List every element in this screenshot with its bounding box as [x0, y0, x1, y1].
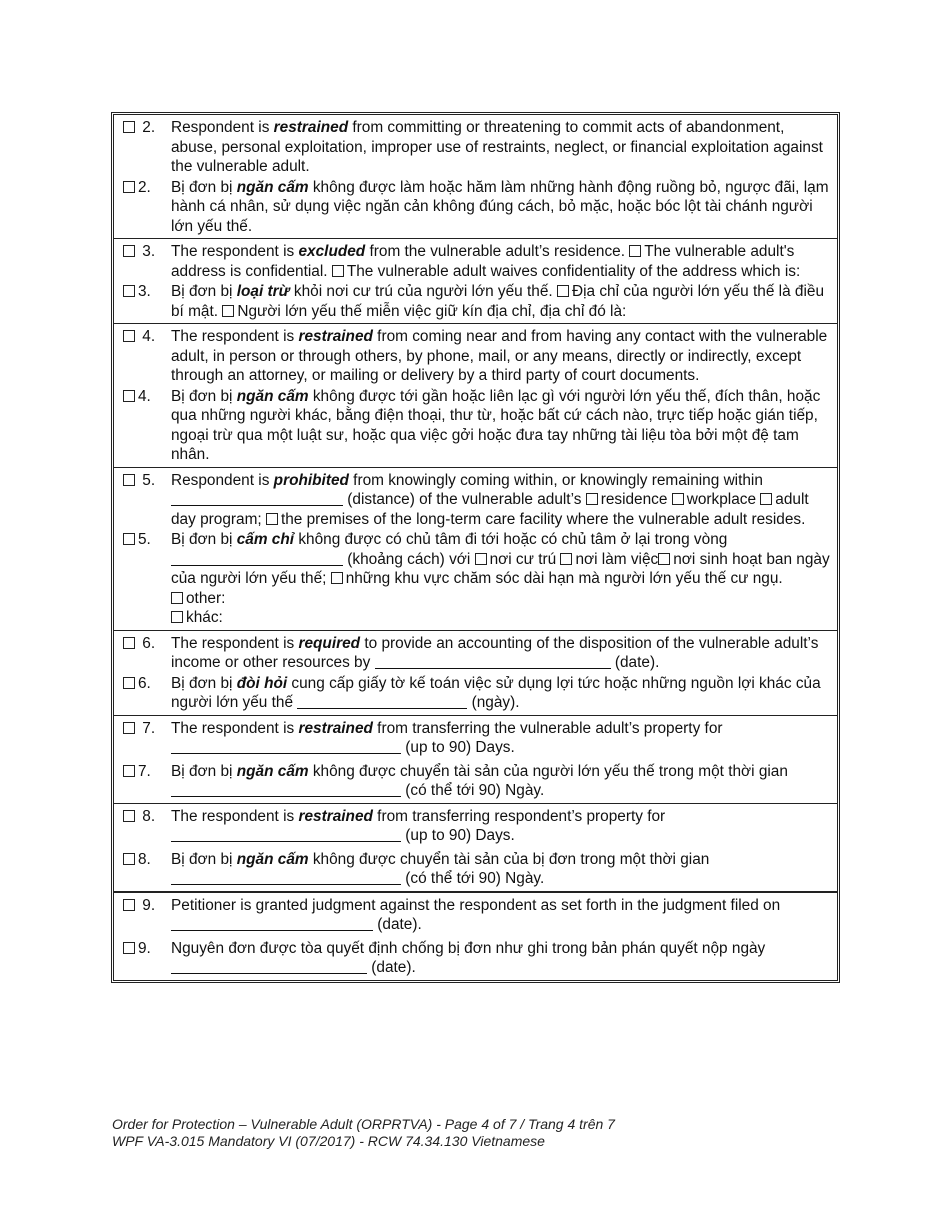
text: from the vulnerable adult’s residence. [365, 243, 630, 260]
text: không được chuyển tài sản của người lớn yếu thế trong một thời gian [308, 762, 788, 780]
other-label: khác: [186, 609, 223, 626]
checkbox-adult-day-vi[interactable] [658, 553, 670, 565]
section-item-4 [114, 323, 837, 467]
keyword: required [298, 634, 361, 652]
checkbox-9-vi[interactable] [123, 942, 135, 954]
text: Respondent is [171, 119, 274, 136]
date-blank-vi[interactable] [297, 693, 467, 709]
checkbox-3-en[interactable] [123, 245, 135, 257]
item-9-vi [123, 939, 831, 978]
text: Bị đơn bị [171, 387, 237, 405]
text: (khoảng cách) với [343, 550, 475, 568]
text: Bị đơn bị [171, 283, 237, 300]
section-item-5 [114, 467, 837, 630]
text: adult day program; [171, 491, 809, 528]
item-4-en [123, 327, 831, 386]
item-number: 4. [138, 387, 151, 405]
text: Petitioner is granted judgment against the respondent as set forth in the judgment filed on [171, 896, 781, 914]
item-number: 8. [138, 850, 151, 868]
footer-language: Vietnamese [471, 1133, 545, 1149]
text: The vulnerable adult waives confidentiality of the address which is: [346, 262, 801, 280]
checkbox-care-facility-vi[interactable] [331, 572, 343, 584]
item-3-en [123, 242, 831, 281]
section-item-7 [114, 715, 837, 803]
text: không được tới gần hoặc liên lạc gì với người lớn yếu thế, đích thân, hoặc qua những người khác, bằng điện thoại, thư từ, hoặc bất cứ cách nào, trực tiếp hoặc gián tiếp, ngoại trừ qua một luật sư, hoặc qua việc gởi hoặc đưa tay những tài liệu tòa bởi một đệ tam nhân. [171, 387, 821, 463]
text: from committing or threatening to commit acts of abandonment, abuse, personal exploitation, improper use of restraints, neglect, or financial exploitation against the vulnerable adult. [171, 119, 823, 175]
checkbox-address-confidential-en[interactable] [629, 245, 641, 257]
footer-line-2 [112, 1133, 615, 1150]
keyword: ngăn cấm [236, 178, 309, 196]
item-number: 5. [138, 531, 151, 548]
checkbox-5-en[interactable] [123, 474, 135, 486]
text: (ngày). [467, 694, 520, 711]
checkbox-workplace-en[interactable] [672, 493, 684, 505]
text: Bị đơn bị [171, 531, 237, 548]
text: The respondent is [171, 243, 299, 260]
keyword: excluded [298, 243, 366, 260]
text: The respondent is [171, 719, 299, 737]
item-number: 2. [142, 119, 156, 136]
checkbox-waives-confidentiality-en[interactable] [332, 265, 344, 277]
item-number: 8. [142, 807, 156, 825]
text: to provide an accounting of the disposition of the vulnerable adult’s income or other resources by [171, 634, 819, 671]
item-6-vi [123, 674, 831, 713]
item-number: 2. [138, 178, 151, 196]
checkbox-waives-confidentiality-vi[interactable] [222, 305, 234, 317]
date-blank-vi[interactable] [171, 958, 367, 974]
text: khỏi nơi cư trú của người lớn yếu thế. [289, 283, 557, 300]
text: cung cấp giấy tờ kế toán việc sử dụng lợi tức hoặc những nguồn lợi khác của người lớn yếu thế [171, 674, 821, 711]
days-blank-en[interactable] [171, 826, 401, 842]
text: The vulnerable adult's address is confidential. [171, 243, 795, 280]
text: Bị đơn bị [171, 850, 237, 868]
keyword: restrained [298, 807, 373, 825]
order-form-table [111, 112, 840, 983]
other-label: other: [186, 589, 226, 607]
checkbox-8-vi[interactable] [123, 853, 135, 865]
item-number: 3. [142, 243, 156, 260]
checkbox-workplace-vi[interactable] [560, 553, 572, 565]
text: from transferring the vulnerable adult’s property for [372, 719, 723, 737]
text: (up to 90) Days. [401, 827, 515, 844]
text: (up to 90) Days. [401, 739, 515, 756]
keyword: ngăn cấm [236, 762, 309, 780]
item-8-vi [123, 850, 831, 889]
checkbox-care-facility-en[interactable] [266, 513, 278, 525]
item-number: 9. [138, 939, 151, 957]
days-blank-vi[interactable] [171, 781, 401, 797]
text: The respondent is [171, 634, 299, 652]
checkbox-3-vi[interactable] [123, 285, 135, 297]
text: những khu vực chăm sóc dài hạn mà người lớn yếu thế cư ngụ. [345, 570, 783, 587]
text: Bị đơn bị [171, 178, 237, 196]
text: Địa chỉ của người lớn yếu thế là điều bí mật. [171, 283, 825, 320]
item-2-en [123, 118, 831, 177]
text: (có thể tới 90) Ngày. [401, 870, 545, 887]
keyword: restrained [298, 719, 373, 737]
section-item-2 [114, 115, 837, 238]
date-blank-en[interactable] [171, 915, 373, 931]
text: Bị đơn bị [171, 674, 237, 692]
checkbox-other-en[interactable] [171, 592, 183, 604]
days-blank-en[interactable] [171, 738, 401, 754]
text: workplace [686, 491, 757, 508]
checkbox-8-en[interactable] [123, 810, 135, 822]
item-7-en [123, 719, 831, 758]
item-5-vi [123, 530, 831, 628]
text: The respondent is [171, 807, 299, 825]
item-8-en [123, 807, 831, 846]
keyword: prohibited [273, 471, 349, 489]
keyword: loại trừ [236, 283, 290, 300]
distance-blank-vi[interactable] [171, 550, 343, 566]
text: Nguyên đơn được tòa quyết định chống bị đơn như ghi trong bản phán quyết nộp ngày [171, 939, 766, 957]
page-footer [112, 1116, 615, 1150]
footer-line-1: Order for Protection – Vulnerable Adult (ORPRTVA) - Page 4 of 7 / Trang 4 trên 7 [112, 1116, 615, 1132]
text: (date). [367, 959, 416, 976]
text: (date). [610, 654, 660, 671]
checkbox-address-confidential-vi[interactable] [557, 285, 569, 297]
section-item-6 [114, 630, 837, 715]
checkbox-9-en[interactable] [123, 899, 135, 911]
checkbox-2-en[interactable] [123, 121, 135, 133]
days-blank-vi[interactable] [171, 869, 401, 885]
section-item-9 [114, 891, 837, 980]
item-4-vi [123, 387, 831, 465]
text: không được có chủ tâm đi tới hoặc có chủ tâm ở lại trong vòng [294, 531, 728, 548]
text: The respondent is [171, 328, 299, 345]
item-2-vi [123, 178, 831, 237]
item-number: 9. [142, 896, 156, 914]
text: from coming near and from having any contact with the vulnerable adult, in person or through others, by phone, mail, or any means, directly or indirectly, except through an attorney, or mailing or delivery by a third party of court documents. [171, 328, 828, 384]
item-number: 7. [138, 762, 151, 780]
item-3-vi [123, 282, 831, 321]
checkbox-6-vi[interactable] [123, 677, 135, 689]
checkbox-5-vi[interactable] [123, 533, 135, 545]
text: (có thể tới 90) Ngày. [401, 782, 545, 799]
keyword: restrained [273, 119, 349, 136]
item-number: 7. [142, 719, 156, 737]
text: nơi làm việc [575, 550, 659, 568]
checkbox-4-en[interactable] [123, 330, 135, 342]
section-item-3 [114, 238, 837, 323]
text: residence [600, 491, 672, 508]
item-number: 6. [138, 674, 151, 692]
date-blank-en[interactable] [375, 653, 611, 669]
item-7-vi [123, 762, 831, 801]
checkbox-7-vi[interactable] [123, 765, 135, 777]
checkbox-2-vi[interactable] [123, 181, 135, 193]
text: Bị đơn bị [171, 762, 237, 780]
checkbox-other-vi[interactable] [171, 611, 183, 623]
text: Người lớn yếu thế miễn việc giữ kín địa chỉ, địa chỉ đó là: [237, 302, 627, 320]
item-number: 3. [138, 283, 151, 300]
text: from transferring respondent’s property for [372, 807, 666, 825]
checkbox-adult-day-program-en[interactable] [760, 493, 772, 505]
text: không được chuyển tài sản của bị đơn trong một thời gian [308, 850, 710, 868]
item-number: 5. [142, 471, 156, 489]
distance-blank-en[interactable] [171, 490, 343, 506]
text: không được làm hoặc hăm làm những hành động ruồng bỏ, ngược đãi, lạm hành cá nhân, sử dụng việc ngăn cản không đúng cách, bỏ mặc, hoặc bóc lột tài chánh người lớn yếu thế. [171, 178, 829, 235]
item-number: 6. [142, 634, 156, 652]
keyword: ngăn cấm [236, 850, 309, 868]
item-6-en [123, 634, 831, 673]
item-9-en [123, 896, 831, 935]
text: (distance) of the vulnerable adult’s [343, 491, 586, 508]
text: Respondent is [171, 471, 274, 489]
checkbox-residence-en[interactable] [586, 493, 598, 505]
item-number: 4. [142, 328, 156, 345]
checkbox-4-vi[interactable] [123, 390, 135, 402]
text: (date). [373, 916, 422, 933]
text: nơi sinh hoạt ban ngày của người lớn yếu thế; [171, 550, 830, 587]
keyword: đòi hỏi [236, 674, 288, 692]
footer-form-id: WPF VA-3.015 Mandatory VI (07/2017) - RCW 74.34.130 [112, 1133, 472, 1149]
text: the premises of the long-term care facility where the vulnerable adult resides. [280, 510, 806, 528]
text: nơi cư trú [489, 550, 561, 568]
checkbox-residence-vi[interactable] [475, 553, 487, 565]
section-item-8 [114, 803, 837, 891]
keyword: restrained [298, 328, 373, 345]
item-5-en [123, 471, 831, 530]
keyword: cấm chỉ [236, 531, 295, 548]
checkbox-7-en[interactable] [123, 722, 135, 734]
checkbox-6-en[interactable] [123, 637, 135, 649]
keyword: ngăn cấm [236, 387, 309, 405]
text: from knowingly coming within, or knowingly remaining within [348, 471, 763, 489]
